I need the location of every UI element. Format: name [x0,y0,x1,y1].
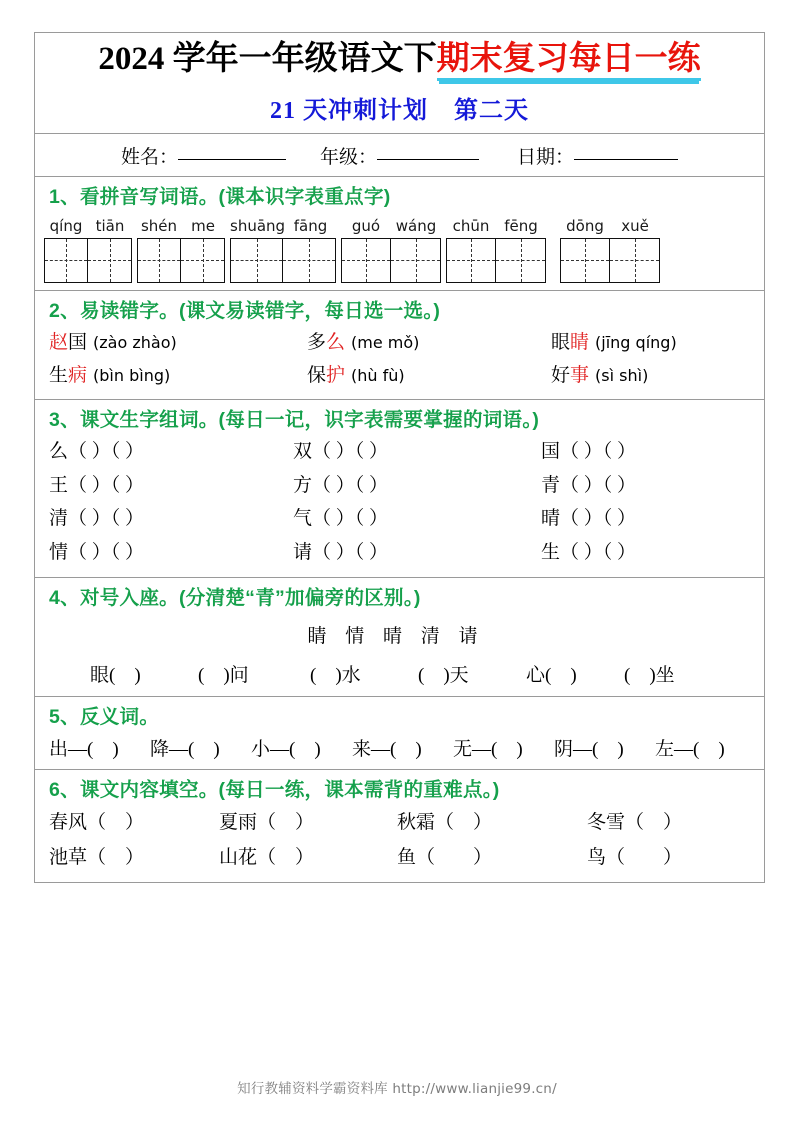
pinyin-syllable: me [191,216,215,235]
word-suffix: 国 [68,332,88,354]
section-4-heading: 4、对号入座。(分清楚“青”加偏旁的区别。) [49,586,421,609]
char-prompt: 方 [293,474,313,496]
writing-grid[interactable] [446,238,546,283]
section-2-heading: 2、易读错字。(课文易读错字，每日选一选。) [49,299,441,322]
grade-input[interactable] [377,159,479,160]
fill-blank-item[interactable]: 心( ) [526,664,577,686]
answer-blanks[interactable]: （ ）（ ） [68,508,145,530]
word-build-item[interactable] [49,503,293,536]
pinyin-label [137,217,225,235]
grade-label: 年级： [319,146,377,168]
pinyin-label [446,217,546,235]
footer-watermark: 知行教辅资料学霸资料库 http://www.lianjie99.cn/ [237,1081,557,1097]
char-prompt: 生 [541,541,561,563]
writing-grid[interactable] [341,238,441,283]
choice-item[interactable] [49,328,307,359]
section-3-row [35,536,764,570]
title-red-part: 期末复习每日一练 [437,41,701,81]
writing-grid[interactable] [560,238,660,283]
section-3-row [35,502,764,536]
pinyin-word-group [137,217,225,283]
word-target-char: 睛 [570,332,590,354]
word-prefix: 多 [307,332,327,354]
subtitle-day: 第二天 [454,97,529,124]
grid-cell[interactable] [231,239,283,282]
pinyin-options[interactable]: (zào zhào) [93,333,177,353]
title-black-part: 2024 学年一年级语文下 [98,41,437,77]
choice-item[interactable] [307,361,551,392]
recite-blank-item[interactable]: 夏雨（ ） [219,812,315,834]
pinyin-syllable: qíng [49,216,83,235]
pinyin-options[interactable]: (sì shì) [595,365,649,385]
word-target-char: 病 [68,364,88,386]
section-2 [35,291,764,400]
grid-cell[interactable] [45,239,88,282]
writing-grid[interactable] [230,238,336,283]
antonym-item[interactable]: 来—( ) [352,739,422,761]
word-target-char: 事 [570,364,590,386]
answer-blanks[interactable]: （ ）（ ） [560,541,637,563]
fill-blank-item[interactable]: ( )问 [198,664,249,686]
recite-blank-item[interactable]: 鱼（ ） [397,847,493,869]
grid-cell[interactable] [342,239,391,282]
pinyin-label [341,217,441,235]
name-label: 姓名： [120,146,178,168]
antonym-item[interactable]: 小—( ) [251,739,321,761]
student-info-row [35,134,764,177]
word-prefix: 好 [551,364,571,386]
pinyin-options[interactable]: (jīng qíng) [595,333,677,353]
char-prompt: 双 [293,440,313,462]
word-build-item[interactable] [293,537,541,570]
char-prompt: 国 [541,440,561,462]
char-prompt: 王 [49,474,69,496]
pinyin-label [44,217,132,235]
word-prefix: 眼 [551,332,571,354]
section-3-row [35,435,764,469]
character-word-bank: 睛 情 晴 清 请 [307,625,485,647]
answer-blanks[interactable]: （ ）（ ） [560,508,637,530]
word-build-item[interactable] [541,537,636,570]
pinyin-options[interactable]: (me mǒ) [351,333,420,353]
fill-blank-item[interactable]: ( )水 [310,664,361,686]
antonym-item[interactable]: 左—( ) [655,739,725,761]
answer-blanks[interactable]: （ ）（ ） [560,440,637,462]
pinyin-word-group [341,217,441,283]
pinyin-options[interactable]: (hù fù) [351,365,405,385]
recite-blank-item[interactable]: 冬雪（ ） [587,812,683,834]
section-2-row [35,326,764,359]
worksheet-frame [34,32,765,883]
grade-field-group [320,142,479,169]
pinyin-word-group [560,217,660,283]
section-6-row [35,805,764,840]
section-1 [35,177,764,291]
answer-blanks[interactable]: （ ）（ ） [68,474,145,496]
section-6 [35,770,764,882]
subtitle-plan: 21 天冲刺计划 [270,97,428,124]
choice-item[interactable] [551,328,677,359]
word-target-char: 护 [326,364,346,386]
antonym-item[interactable]: 出—( ) [49,739,119,761]
section-4-items-row [35,650,764,689]
word-build-item[interactable] [49,537,293,570]
pinyin-syllable: fāng [293,216,328,235]
char-prompt: 请 [293,541,313,563]
choice-item[interactable] [551,361,648,392]
date-input[interactable] [574,159,678,160]
pinyin-word-group [44,217,132,283]
pinyin-label [230,217,336,235]
page-subtitle [35,90,764,125]
answer-blanks[interactable]: （ ）（ ） [312,474,389,496]
grid-cell[interactable] [138,239,181,282]
fill-blank-item[interactable]: ( )坐 [624,664,675,686]
section-3-row [35,469,764,503]
recite-blank-item[interactable]: 鸟（ ） [587,847,683,869]
pinyin-syllable: chūn [452,216,490,235]
char-prompt: 情 [49,541,69,563]
word-build-item[interactable] [293,503,541,536]
pinyin-syllable: wáng [395,216,437,235]
section-6-heading: 6、课文内容填空。(每日一练，课本需背的重难点。) [49,779,500,802]
antonym-item[interactable]: 阴—( ) [554,739,624,761]
recite-blank-item[interactable]: 山花（ ） [219,847,315,869]
word-build-item[interactable] [541,503,636,536]
antonym-item[interactable]: 无—( ) [453,739,523,761]
pinyin-writing-row [35,212,764,283]
word-build-item[interactable] [293,436,541,469]
writing-grid[interactable] [137,238,225,283]
date-field-group [517,142,678,169]
word-build-item[interactable] [49,470,293,503]
section-3-heading: 3、课文生字组词。(每日一记，识字表需要掌握的词语。) [49,408,540,431]
pinyin-label [560,217,660,235]
grid-cell[interactable] [88,239,131,282]
section-4 [35,578,764,697]
pinyin-syllable: tiān [95,216,125,235]
char-prompt: 气 [293,508,313,530]
recite-blank-item[interactable]: 春风（ ） [49,812,145,834]
grid-cell[interactable] [391,239,440,282]
char-prompt: 晴 [541,508,561,530]
section-3 [35,400,764,578]
recite-blank-item[interactable]: 秋霜（ ） [397,812,493,834]
word-build-item[interactable] [49,436,293,469]
pinyin-options[interactable]: (bìn bìng) [93,365,171,385]
section-2-row [35,359,764,392]
grid-cell[interactable] [610,239,659,282]
recite-blank-item[interactable]: 池草（ ） [49,847,145,869]
answer-blanks[interactable]: （ ）（ ） [312,440,389,462]
word-prefix: 生 [49,364,69,386]
choice-item[interactable] [307,328,551,359]
name-input[interactable] [178,159,286,160]
grid-cell[interactable] [561,239,610,282]
char-prompt: 青 [541,474,561,496]
word-build-item[interactable] [541,470,636,503]
answer-blanks[interactable]: （ ）（ ） [312,541,389,563]
name-field-group [121,142,286,169]
answer-blanks[interactable]: （ ）（ ） [560,474,637,496]
pinyin-word-group [446,217,546,283]
pinyin-syllable: shuāng [230,216,286,235]
pinyin-syllable: dōng [566,216,604,235]
answer-blanks[interactable]: （ ）（ ） [68,440,145,462]
pinyin-syllable: xuě [621,216,649,235]
grid-cell[interactable] [283,239,335,282]
grid-cell[interactable] [181,239,224,282]
section-5-heading: 5、反义词。 [49,705,160,728]
word-build-item[interactable] [541,436,636,469]
fill-blank-item[interactable]: 眼( ) [90,664,141,686]
fill-blank-item[interactable]: ( )天 [418,664,469,686]
word-build-item[interactable] [293,470,541,503]
word-target-char: 赵 [49,332,69,354]
section-5-items-row [35,732,764,762]
grid-cell[interactable] [447,239,496,282]
char-prompt: 么 [49,440,69,462]
word-target-char: 么 [326,332,346,354]
antonym-item[interactable]: 降—( ) [150,739,220,761]
date-label: 日期： [517,146,575,168]
writing-grid[interactable] [44,238,132,283]
pinyin-syllable: shén [140,216,178,235]
section-1-heading: 1、看拼音写词语。(课本识字表重点字) [49,185,391,208]
pinyin-word-group [230,217,336,283]
char-prompt: 清 [49,508,69,530]
word-prefix: 保 [307,364,327,386]
section-6-row [35,840,764,875]
section-5 [35,697,764,770]
page-title [35,39,764,81]
pinyin-syllable: guó [351,216,381,235]
pinyin-syllable: fēng [504,216,538,235]
answer-blanks[interactable]: （ ）（ ） [68,541,145,563]
choice-item[interactable] [49,361,307,392]
grid-cell[interactable] [496,239,545,282]
title-band [35,33,764,134]
answer-blanks[interactable]: （ ）（ ） [312,508,389,530]
